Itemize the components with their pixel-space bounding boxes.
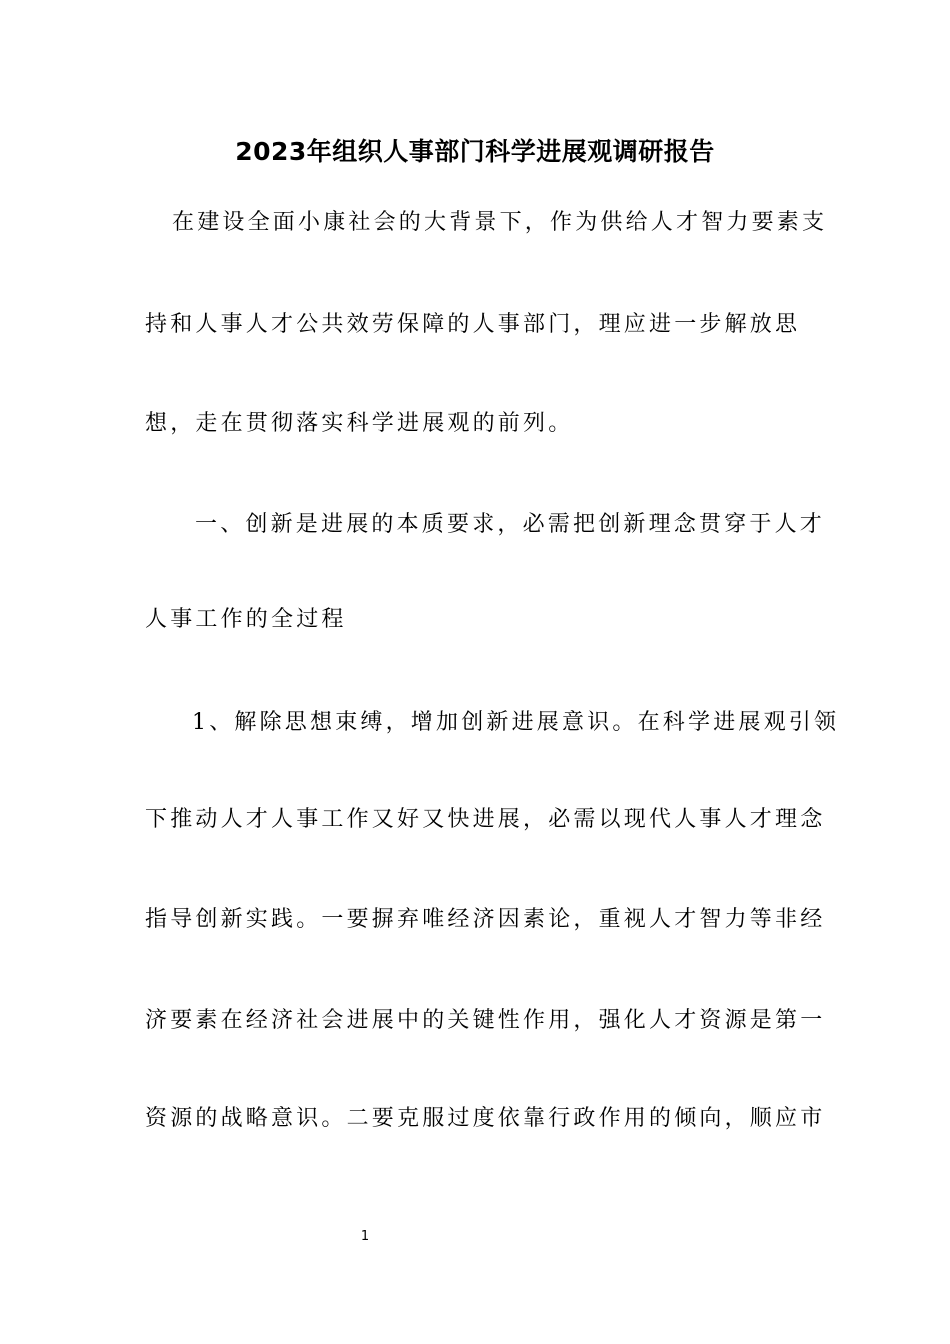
paragraph-line: 下推动人才人事工作又好又快进展，必需以现代人事人才理念 — [145, 807, 826, 832]
section-heading-line: 人事工作的全过程 — [145, 607, 347, 632]
paragraph-line: 指导创新实践。一要摒弃唯经济因素论，重视人才智力等非经 — [145, 907, 826, 932]
section-heading-line: 一、创新是进展的本质要求，必需把创新理念贯穿于人才 — [195, 512, 826, 537]
document-title: 2023年组织人事部门科学进展观调研报告 — [235, 137, 715, 166]
paragraph-line: 济要素在经济社会进展中的关键性作用，强化人才资源是第一 — [145, 1008, 826, 1033]
paragraph-line: 在建设全面小康社会的大背景下，作为供给人才智力要素支 — [172, 210, 828, 235]
paragraph-line: 资源的战略意识。二要克服过度依靠行政作用的倾向，顺应市 — [145, 1106, 826, 1131]
paragraph-line: 想，走在贯彻落实科学进展观的前列。 — [145, 411, 574, 436]
page-number: 1 — [360, 1229, 370, 1244]
paragraph-line: 持和人事人才公共效劳保障的人事部门，理应进一步解放思 — [145, 312, 801, 337]
paragraph-line: 1、解除思想束缚，增加创新进展意识。在科学进展观引领 — [192, 710, 840, 735]
